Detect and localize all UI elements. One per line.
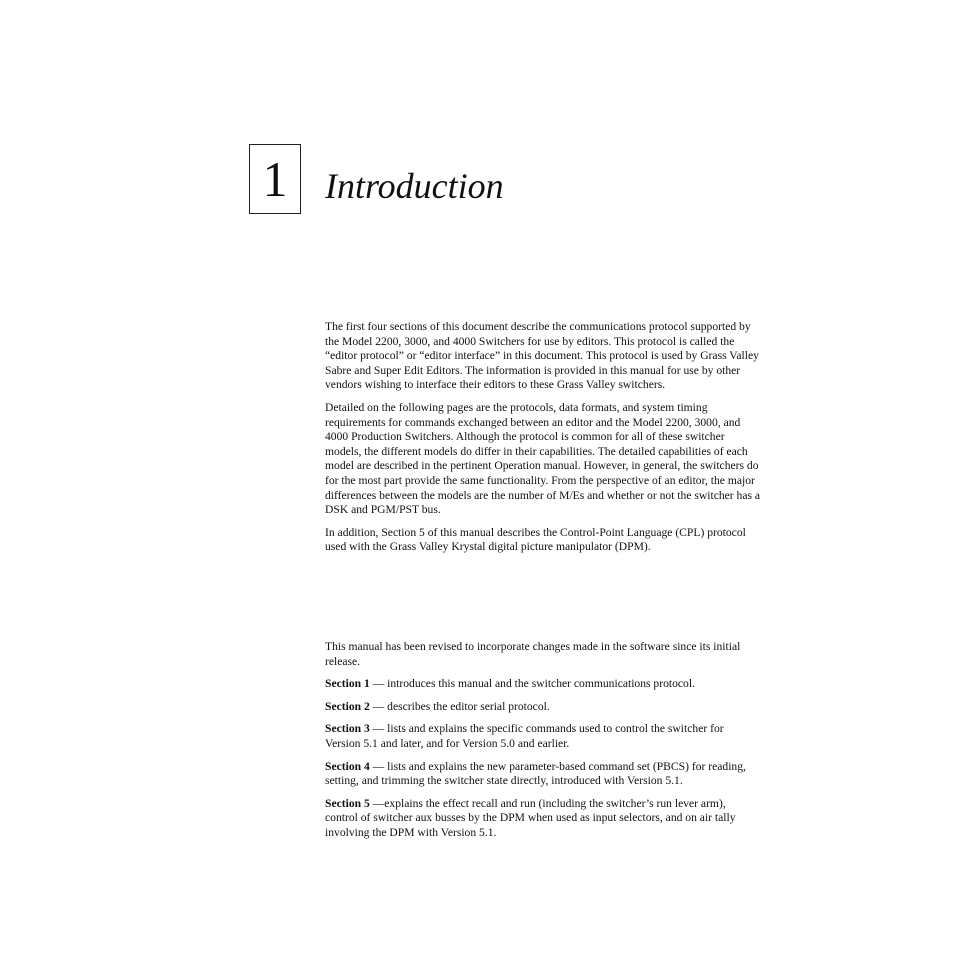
intro-paragraph: The first four sections of this document describe the communications protocol supported by the Model 2200, 3000, and 4000 Switchers for use by editors. This protocol is called the “editor protocol” or “editor interface” in this document. This protocol is used by Grass Valley Sabre and Super Edit Editors. The information is provided in this manual for use by other vendors wishing to interface their editors to these Grass Valley switchers. [325,320,759,392]
section-label: Section 2 [325,699,370,713]
section-description: — lists and explains the specific commands used to control the switcher for Version 5.1 and later, and for Version 5.0 and earlier. [325,722,724,750]
section-label: Section 1 [325,677,370,691]
intro-block [325,320,761,563]
revision-block [325,640,761,849]
section-label: Section 3 [325,722,370,736]
intro-paragraph: Detailed on the following pages are the protocols, data formats, and system timing requirements for commands exchanged between an editor and the Model 2200, 3000, and 4000 Production Switchers. Although the protocol is common for all of these switcher models, the different models do differ in their capabilities. The detailed capabilities of each model are described in the pertinent Operation manual. However, in general, the switchers do for the most part provide the same functionality. From the perspective of an editor, the major differences between the models are the number of M/Es and whether or not the switcher has a DSK and PGM/PST bus. [325,400,761,517]
section-summary-3 [325,722,761,751]
chapter-number-box [249,144,301,214]
section-description: — describes the editor serial protocol. [369,699,550,713]
chapter-title: Introduction [325,166,504,206]
section-summary-5 [325,797,761,841]
section-summary-1 [325,677,761,692]
section-description: — lists and explains the new parameter-based command set (PBCS) for reading, setting, and trimming the switcher state directly, introduced with Version 5.1. [325,759,746,788]
intro-paragraph: In addition, Section 5 of this manual describes the Control-Point Language (CPL) protocol used with the Grass Valley Krystal digital picture manipulator (DPM). [325,525,746,554]
chapter-number: 1 [262,151,288,207]
section-description: — introduces this manual and the switcher communications protocol. [369,677,695,691]
section-summary-4 [325,760,761,789]
revision-paragraph: This manual has been revised to incorporate changes made in the software since its initial release. [325,640,741,668]
section-summary-2 [325,700,761,715]
section-label: Section 4 [325,759,370,773]
section-description: —explains the effect recall and run (including the switcher’s run lever arm), control of switcher aux busses by the DPM when used as input selectors, and on air tally involving the DPM with Version 5.1. [325,796,736,839]
section-label: Section 5 [325,796,370,810]
